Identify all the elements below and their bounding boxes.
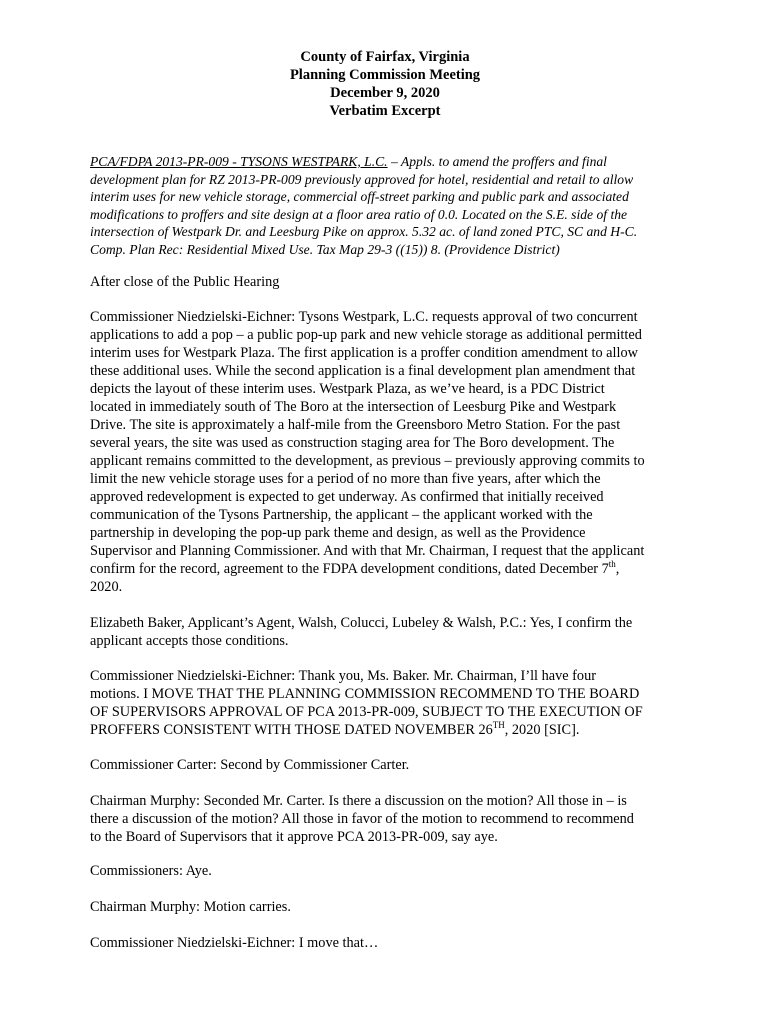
case-line-3: interim uses for new vehicle storage, commercial off-street parking and public park and associated: [90, 189, 629, 204]
case-line-1: PCA/FDPA 2013-PR-009 - TYSONS WESTPARK, L.C. – Appls. to amend the proffers and final: [90, 154, 607, 169]
case-line-6: Comp. Plan Rec: Residential Mixed Use. Tax Map 29-3 ((15)) 8. (Providence District): [90, 241, 560, 257]
paragraph-murphy-2: Chairman Murphy: Motion carries.: [90, 899, 291, 915]
paragraph-niedzielski-eichner-3: Commissioner Niedzielski-Eichner: I move that…: [90, 935, 379, 951]
county-heading: County of Fairfax, Virginia: [300, 49, 470, 65]
paragraph-murphy-1: Chairman Murphy: Seconded Mr. Carter. Is there a discussion on the motion? All those in – is there a discussion of the motion? All those in favor of the motion to recommend to recommend to the Board of Supervisors that it approve PCA 2013-PR-009, say aye.: [90, 793, 634, 845]
meeting-heading: Planning Commission Meeting: [289, 67, 481, 83]
case-line-2: development plan for RZ 2013-PR-009 previously approved for hotel, residential and retail to allow: [90, 171, 634, 187]
paragraph-niedzielski-eichner-2: Commissioner Niedzielski-Eichner: Thank you, Ms. Baker. Mr. Chairman, I’ll have four motions. I MOVE THAT THE PLANNING COMMISSION RECOMMEND TO THE BOARD OF SUPERVISORS APPROVAL OF PCA 2013-PR-009, SUBJECT TO THE EXECUTION OF PROFFERS CONSISTENT WITH THOSE DATED NOVEMBER 26TH, 2020 [SIC].: [90, 668, 643, 738]
date-heading: December 9, 2020: [330, 85, 440, 101]
paragraph-niedzielski-eichner-1: Commissioner Niedzielski-Eichner: Tysons Westpark, L.C. requests approval of two concurrent applications to add a pop – a public pop-up park and new vehicle storage as additional permitted interim uses for Westpark Plaza. The first application is a proffer condition amendment to allow these additional uses. While the second application is a final development plan amendment that depicts the layout of these interim uses. Westpark Plaza, as we’ve heard, is a PDC District located in immediately south of The Boro at the intersection of Leesburg Pike and Westpark Drive. The site is approximately a half-mile from the Greensboro Metro Station. For the past several years, the site was used as construction staging area for The Boro development. The applicant remains committed to the development, as previous – previously approving commits to limit the new vehicle storage uses for a period of no more than five years, after which the approved redevelopment is expected to get underway. As confirmed that initially received communication of the Tysons Partnership, the applicant – the applicant worked with the partnership in developing the pop-up park theme and design, as well as the Providence Supervisor and Planning Commissioner. And with that Mr. Chairman, I request that the applicant confirm for the record, agreement to the FDPA development conditions, dated December 7th, 2020.: [90, 309, 645, 595]
case-description: [90, 153, 690, 258]
paragraph-baker: Elizabeth Baker, Applicant’s Agent, Walsh, Colucci, Lubeley & Walsh, P.C.: Yes, I confirm the applicant accepts those conditions.: [90, 615, 633, 649]
case-title: PCA/FDPA 2013-PR-009 - TYSONS WESTPARK, L.C.: [90, 154, 388, 169]
excerpt-heading: Verbatim Excerpt: [329, 103, 441, 119]
paragraph-carter: Commissioner Carter: Second by Commissioner Carter.: [90, 757, 410, 773]
after-hearing-text: After close of the Public Hearing: [90, 274, 280, 290]
case-line-5: intersection of Westpark Dr. and Leesburg Pike on approx. 5.32 ac. of land zoned PTC, SC and H-C.: [90, 224, 638, 239]
paragraph-commissioners: Commissioners: Aye.: [90, 863, 212, 879]
case-line-4: modifications to proffers and site design at a floor area ratio of 0.0. Located on the S.E. side of the: [90, 206, 628, 222]
document-header: [0, 48, 770, 120]
